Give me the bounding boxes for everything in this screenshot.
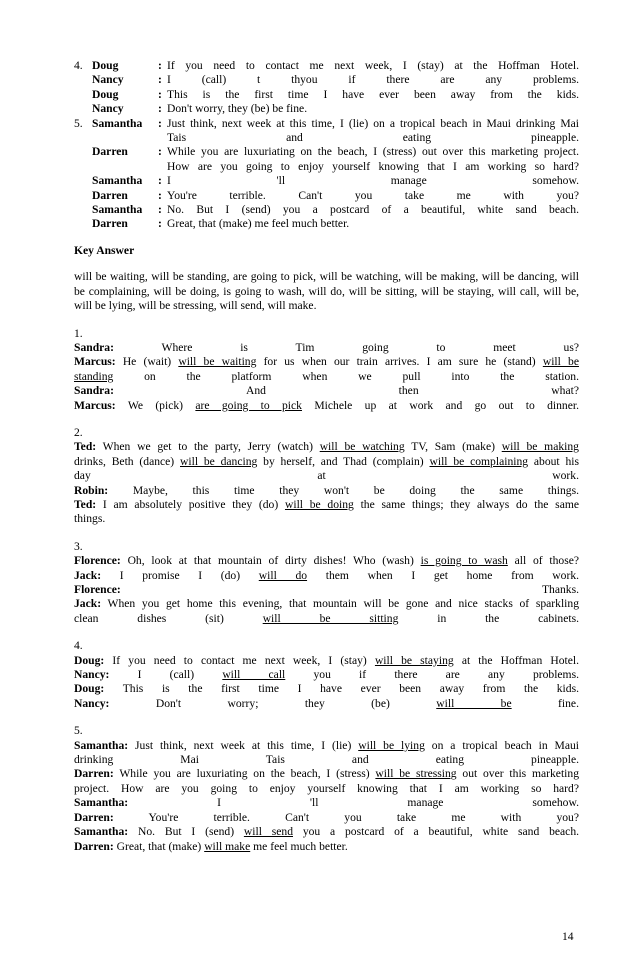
line-text: While you are luxuriating on the beach, I (stress)	[119, 767, 370, 781]
colon: :	[158, 116, 162, 130]
speaker-name: Marcus:	[74, 398, 116, 412]
exercise-number	[74, 145, 92, 159]
answer-line	[74, 668, 579, 682]
answer-line: day at work.	[74, 469, 579, 483]
answer-line	[74, 840, 579, 854]
line-text: at the Hoffman Hotel.	[461, 653, 580, 667]
line-text: I am absolutely positive they (do)	[102, 497, 279, 511]
speaker-name: Darren	[92, 188, 128, 202]
answer-line	[74, 569, 579, 583]
answer-line	[74, 498, 579, 512]
answer-line	[74, 811, 579, 825]
line-text: Just think, next week at this time, I (lie)	[135, 738, 352, 752]
answer-line	[74, 484, 579, 498]
line-text: Thanks.	[541, 583, 579, 596]
colon: :	[158, 145, 162, 159]
speaker-name: Florence:	[74, 583, 121, 596]
speaker-name: Sandra:	[74, 384, 114, 398]
exercise-row	[74, 189, 579, 203]
answer-line	[74, 455, 579, 469]
exercise-row	[74, 217, 579, 231]
exercise-row	[74, 102, 579, 116]
answer-underline: will be watching	[319, 440, 405, 454]
line-text: TV, Sam (make)	[411, 440, 495, 454]
answer-underline: will call	[222, 668, 286, 682]
speaker-name: Doug:	[74, 682, 105, 696]
line-text: all of those?	[514, 554, 579, 568]
colon: :	[158, 73, 162, 87]
answer-underline: is going to wash	[420, 554, 508, 568]
answer-line	[74, 796, 579, 810]
answer-line	[74, 612, 579, 626]
answer-number: 1.	[74, 326, 83, 340]
answer-underline: will be waiting	[178, 355, 257, 369]
line-text: If you need to contact me next week, I (stay)	[112, 653, 367, 667]
answer-block-1	[74, 327, 579, 413]
answer-line: things.	[74, 512, 106, 526]
answer-line	[74, 384, 579, 398]
line-text: I (call)	[137, 668, 195, 682]
answer-line	[74, 583, 579, 597]
answer-underline: will be	[436, 696, 512, 710]
answer-line	[74, 682, 579, 696]
answer-line	[74, 825, 579, 839]
answer-line	[74, 597, 579, 611]
colon: :	[158, 217, 162, 231]
answer-underline: will be staying	[374, 653, 454, 667]
exercise-number	[74, 88, 92, 102]
key-answer-heading: Key Answer	[74, 243, 135, 257]
dialogue-line: No. But I (send) you a postcard of a beautiful, white sand beach.	[167, 203, 579, 217]
line-text: We (pick)	[127, 398, 184, 412]
exercise-number	[74, 174, 92, 188]
exercise-row	[74, 117, 579, 131]
line-text: them when I get home from work.	[325, 568, 580, 582]
answer-underline: will be lying	[358, 738, 425, 752]
speaker-name: Doug:	[74, 653, 105, 667]
speaker-name: Samantha:	[74, 738, 129, 752]
colon: :	[158, 174, 162, 188]
exercise-number	[74, 102, 92, 116]
answer-underline: will be doing	[284, 497, 354, 511]
answer-number: 3.	[74, 539, 83, 553]
speaker-name: Darren	[92, 217, 128, 231]
line-text: Oh, look at that mountain of dirty dishes! Who (wash)	[127, 554, 414, 568]
line-text: fine.	[558, 696, 579, 710]
line-text: drinks, Beth (dance)	[74, 454, 175, 468]
line-text: When you get home this evening, that mountain will be gone and nice stacks of sparkling	[107, 597, 579, 611]
colon: :	[158, 59, 162, 72]
line-text: Maybe, this time they won't be doing the same things.	[132, 483, 579, 497]
speaker-name: Nancy:	[74, 696, 110, 710]
speaker-name: Darren:	[74, 810, 114, 824]
line-text: you if there are any problems.	[313, 668, 579, 682]
line-text: Where is Tim going to meet us?	[161, 340, 579, 354]
dialogue-line: If you need to contact me next week, I (stay) at the Hoffman Hotel.	[167, 59, 579, 72]
line-text: No. But I (send)	[137, 825, 235, 839]
speaker-name: Nancy:	[74, 668, 110, 682]
exercise-number	[74, 203, 92, 217]
speaker-name: Samantha	[92, 203, 143, 217]
dialogue-continuation: How are you going to enjoy yourself knowing that I am working so hard?	[167, 159, 579, 173]
exercise-row	[74, 174, 579, 188]
answer-underline: will do	[258, 568, 308, 582]
line-text: the same things; they always do the same	[360, 497, 580, 511]
exercise-row	[74, 88, 579, 102]
exercise-row	[74, 145, 579, 159]
answer-underline: will make	[204, 839, 251, 853]
colon: :	[158, 102, 162, 116]
speaker-name: Darren:	[74, 767, 114, 781]
answer-line	[74, 370, 579, 384]
dialogue-line: I (call) t thyou if there are any problems.	[167, 73, 579, 87]
answer-number: 2.	[74, 425, 83, 439]
answer-line	[74, 739, 579, 753]
speaker-name: Nancy	[92, 73, 124, 87]
exercise-row	[74, 203, 579, 217]
line-text: I promise I (do)	[119, 568, 241, 582]
page-number: 14	[562, 930, 574, 943]
speaker-name: Doug	[92, 59, 119, 72]
dialogue-line: This is the first time I have ever been away from the kids.	[167, 87, 579, 101]
dialogue-line: You're terrible. Can't you take me with you?	[167, 188, 579, 202]
speaker-name: Marcus:	[74, 355, 116, 369]
answer-line	[74, 767, 579, 781]
answer-line	[74, 697, 579, 711]
colon: :	[158, 87, 162, 101]
colon: :	[158, 188, 162, 202]
exercise-number: 5.	[74, 116, 83, 130]
line-text: clean dishes (sit)	[74, 611, 224, 625]
exercise-row	[74, 73, 579, 87]
answer-line	[74, 440, 579, 454]
dialogue-line: Just think, next week at this time, I (lie) on a tropical beach in Maui drinking Mai	[167, 116, 579, 130]
line-text: on a tropical beach in Maui	[431, 738, 580, 752]
line-text: And then what?	[246, 384, 579, 398]
line-text: He (wait)	[122, 355, 172, 369]
speaker-name: Jack:	[74, 568, 102, 582]
answer-underline: will be dancing	[180, 454, 258, 468]
line-text: When we get to the party, Jerry (watch)	[102, 440, 313, 454]
exercise-row	[74, 59, 579, 73]
line-text: me feel much better.	[253, 839, 348, 853]
answer-line	[74, 399, 579, 413]
line-text: on the platform when we pull into the station.	[144, 369, 580, 383]
answer-underline: will be sitting	[262, 611, 399, 625]
key-answer-list: will be waiting, will be standing, are going to pick, will be watching, will be making, will be dancing, will be complaining, will be doing, is going to wash, will do, will be sitting, will be staying, will call, will be, will be lying, will be stressing, will send, will make.	[74, 270, 579, 313]
line-text: Great, that (make)	[116, 839, 202, 853]
answer-underline: will send	[243, 825, 293, 839]
exercise-number	[74, 189, 92, 203]
line-text: This is the first time I have ever been away from the kids.	[122, 682, 579, 696]
dialogue-line: While you are luxuriating on the beach, I (stress) out over this marketing project.	[167, 145, 579, 159]
exercise-number	[74, 217, 92, 231]
answer-line: project. How are you going to enjoy yourself knowing that I am working so hard?	[74, 781, 579, 795]
line-text: by herself, and Thad (complain)	[263, 454, 424, 468]
answer-number: 5.	[74, 724, 83, 738]
speaker-name: Ted:	[74, 440, 97, 454]
answer-block-4	[74, 639, 579, 711]
line-text: you a postcard of a beautiful, white sand beach.	[302, 825, 580, 839]
answer-line: drinking Mai Tais and eating pineapple.	[74, 753, 579, 767]
answer-underline: will be complaining	[429, 454, 529, 468]
answer-underline: are going to pick	[195, 398, 302, 412]
line-text: in the cabinets.	[437, 611, 579, 625]
speaker-name: Doug	[92, 87, 119, 101]
speaker-name: Darren	[92, 145, 128, 159]
answer-line	[74, 341, 579, 355]
line-text: You're terrible. Can't you take me with you?	[148, 810, 579, 824]
speaker-name: Ted:	[74, 497, 97, 511]
answer-block-3	[74, 540, 579, 626]
speaker-name: Sandra:	[74, 340, 114, 354]
line-text: about his	[533, 454, 579, 468]
answer-block-2	[74, 426, 579, 527]
dialogue-continuation: Tais and eating pineapple.	[167, 131, 579, 145]
line-text: I 'll manage somehow.	[217, 796, 579, 810]
speaker-name: Samantha:	[74, 825, 129, 839]
answer-line	[74, 654, 579, 668]
answer-block-5	[74, 724, 579, 854]
dialogue-line: Great, that (make) me feel much better.	[167, 217, 350, 231]
speaker-name: Samantha:	[74, 796, 129, 810]
speaker-name: Jack:	[74, 597, 102, 611]
dialogue-line: I 'll manage somehow.	[167, 174, 579, 188]
answer-number: 4.	[74, 639, 83, 653]
answer-underline: will be making	[501, 440, 579, 454]
line-text: for us when our train arrives. I am sure he (stand)	[263, 355, 536, 369]
speaker-name: Robin:	[74, 483, 109, 497]
answer-underline: will be	[542, 355, 579, 369]
line-text: out over this marketing	[462, 767, 579, 781]
page-content	[74, 59, 579, 854]
answer-line	[74, 554, 579, 568]
exercise-dialogue	[74, 59, 579, 232]
line-text: Michele up at work and go out to dinner.	[314, 398, 579, 412]
exercise-number: 4.	[74, 59, 83, 72]
speaker-name: Nancy	[92, 102, 124, 116]
speaker-name: Samantha	[92, 116, 143, 130]
colon: :	[158, 203, 162, 217]
speaker-name: Darren:	[74, 839, 114, 853]
line-text: Don't worry; they (be)	[155, 696, 390, 710]
answer-underline: will be stressing	[375, 767, 457, 781]
answer-line	[74, 355, 579, 369]
exercise-number	[74, 73, 92, 87]
dialogue-line: Don't worry, they (be) be fine.	[167, 102, 308, 116]
speaker-name: Samantha	[92, 174, 143, 188]
answer-underline: standing	[74, 369, 114, 383]
speaker-name: Florence:	[74, 554, 121, 568]
